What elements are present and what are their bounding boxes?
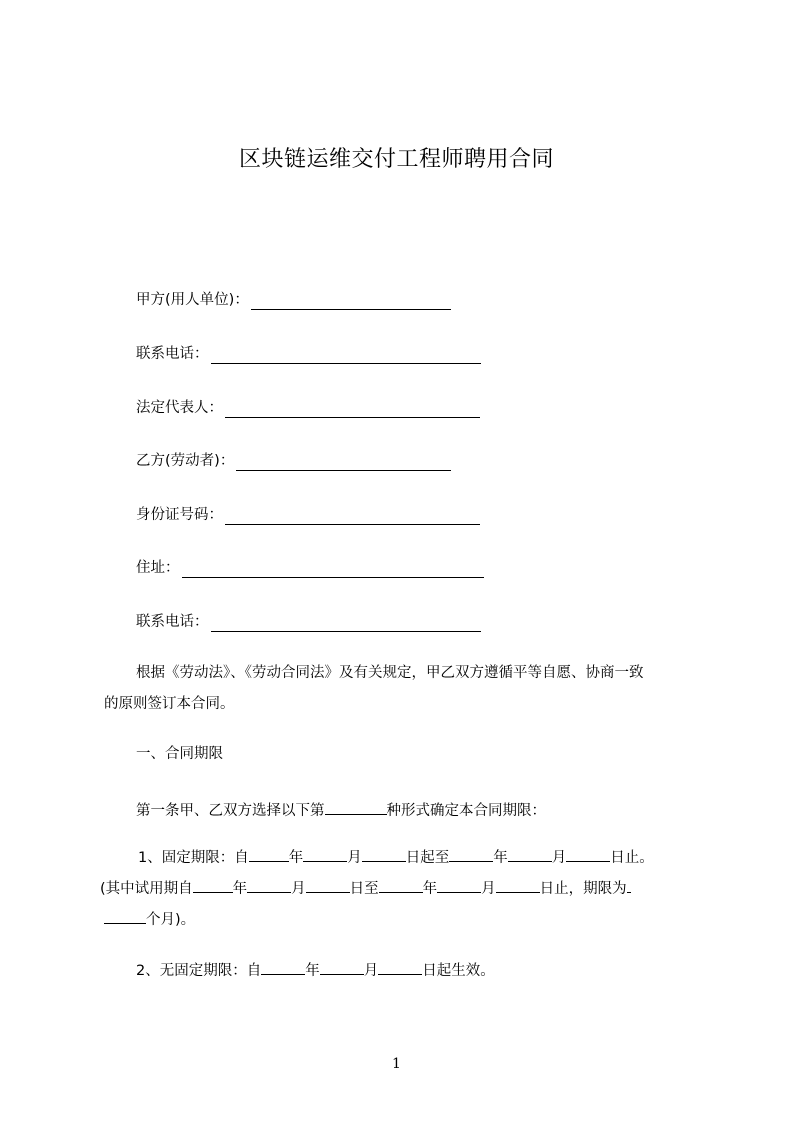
party-a-label: 甲方(用人单位)： bbox=[136, 292, 249, 308]
legal-rep-label: 法定代表人： bbox=[136, 400, 223, 416]
open-start-month-blank[interactable] bbox=[320, 958, 364, 975]
party-b-blank[interactable] bbox=[236, 454, 451, 471]
preamble-paragraph bbox=[104, 658, 700, 720]
start-day-blank[interactable] bbox=[362, 845, 406, 862]
start-month-blank[interactable] bbox=[303, 845, 347, 862]
probation-prefix: (其中试用期自 bbox=[100, 881, 193, 897]
party-a-field bbox=[136, 290, 451, 310]
year-label: 年 bbox=[305, 963, 320, 979]
month-label: 月 bbox=[347, 850, 362, 866]
end-year-blank[interactable] bbox=[449, 845, 493, 862]
article-1-before: 第一条甲、乙双方选择以下第 bbox=[136, 803, 325, 819]
party-a-blank[interactable] bbox=[251, 293, 451, 310]
party-b-label: 乙方(劳动者)： bbox=[136, 453, 235, 469]
year-label: 年 bbox=[232, 881, 248, 897]
form-choice-blank[interactable] bbox=[325, 798, 387, 815]
preamble-line-1: 根据《劳动法》、《劳动合同法》及有关规定，甲乙双方遵循平等自愿、协商一致 bbox=[136, 665, 644, 681]
section-1-heading: 一、合同期限 bbox=[136, 746, 223, 762]
day-from-label: 日起至 bbox=[405, 850, 450, 866]
month-label: 月 bbox=[481, 881, 496, 897]
phone-a-blank[interactable] bbox=[211, 347, 481, 364]
probation-end-month-blank[interactable] bbox=[437, 876, 481, 893]
fixed-term-line-2 bbox=[100, 874, 700, 905]
probation-start-year-blank[interactable] bbox=[193, 876, 233, 893]
page-number: 1 bbox=[392, 1056, 401, 1072]
phone-b-label: 联系电话： bbox=[136, 614, 209, 630]
article-1-after: 种形式确定本合同期限： bbox=[386, 803, 546, 819]
month-label: 月 bbox=[551, 850, 567, 866]
legal-rep-field bbox=[136, 398, 480, 418]
id-number-field bbox=[136, 505, 480, 525]
open-start-day-blank[interactable] bbox=[378, 958, 422, 975]
address-label: 住址： bbox=[136, 560, 180, 576]
probation-start-day-blank[interactable] bbox=[306, 876, 350, 893]
address-blank[interactable] bbox=[182, 561, 484, 578]
id-number-blank[interactable] bbox=[225, 508, 480, 525]
end-month-blank[interactable] bbox=[508, 845, 552, 862]
probation-start-month-blank[interactable] bbox=[247, 876, 291, 893]
year-label: 年 bbox=[493, 850, 508, 866]
open-term-suffix: 日起生效。 bbox=[422, 963, 495, 979]
fixed-term-line-1 bbox=[104, 843, 700, 874]
phone-a-field bbox=[136, 344, 481, 364]
section-heading bbox=[136, 744, 223, 764]
day-end2-label: 日止，期限为 bbox=[539, 881, 627, 897]
address-field bbox=[136, 558, 484, 578]
fixed-term-line-3 bbox=[104, 905, 700, 936]
open-term-prefix: 2、无固定期限：自 bbox=[136, 963, 262, 979]
preamble-line-2: 的原则签订本合同。 bbox=[104, 696, 235, 712]
year-label: 年 bbox=[288, 850, 304, 866]
document-title: 区块链运维交付工程师聘用合同 bbox=[238, 147, 554, 172]
party-b-field bbox=[136, 451, 451, 471]
probation-end-year-blank[interactable] bbox=[379, 876, 423, 893]
probation-months-blank-start[interactable] bbox=[627, 876, 631, 893]
day-end-label: 日止。 bbox=[610, 850, 654, 866]
article-1 bbox=[136, 798, 546, 821]
month-label: 月 bbox=[291, 881, 306, 897]
open-start-year-blank[interactable] bbox=[261, 958, 305, 975]
fixed-term-paragraph bbox=[100, 843, 700, 936]
start-year-blank[interactable] bbox=[249, 845, 289, 862]
phone-a-label: 联系电话： bbox=[136, 346, 209, 362]
month-label: 月 bbox=[363, 963, 379, 979]
day-to-label: 日至 bbox=[349, 881, 379, 897]
phone-b-blank[interactable] bbox=[211, 615, 481, 632]
end-day-blank[interactable] bbox=[566, 845, 610, 862]
probation-end-day-blank[interactable] bbox=[496, 876, 540, 893]
phone-b-field bbox=[136, 612, 481, 632]
year-label: 年 bbox=[422, 881, 438, 897]
months-suffix: 个月)。 bbox=[146, 912, 196, 928]
id-number-label: 身份证号码： bbox=[136, 507, 223, 523]
legal-rep-blank[interactable] bbox=[225, 401, 480, 418]
fixed-term-prefix: 1、固定期限：自 bbox=[138, 850, 249, 866]
probation-months-blank[interactable] bbox=[104, 907, 146, 924]
open-term-paragraph bbox=[136, 958, 495, 981]
